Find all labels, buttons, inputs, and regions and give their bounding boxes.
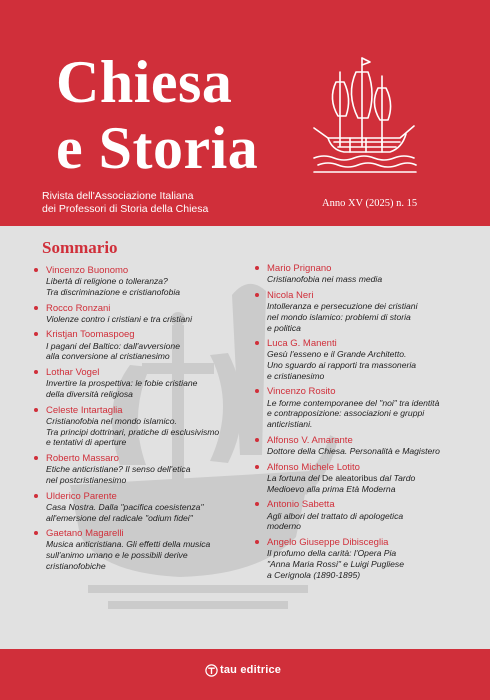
entry-title-line: e tentativi di aperture bbox=[46, 437, 127, 448]
list-item[interactable] bbox=[34, 303, 244, 325]
entry-author: Alfonso Michele Lotito bbox=[267, 461, 360, 473]
entry-title-line: I pagani del Baltico: dall'avversione bbox=[46, 340, 180, 351]
bullet bbox=[255, 389, 259, 393]
entry-title-line: Agli albori del trattato di apologetica bbox=[267, 510, 404, 521]
list-item[interactable] bbox=[255, 263, 470, 285]
entry-title-line: Musica anticristiana. Gli effetti della musica bbox=[46, 539, 211, 550]
entry-title-line: Libertà di religione o tolleranza? bbox=[46, 276, 168, 287]
subtitle-line1: Rivista dell'Associazione Italiana bbox=[42, 190, 194, 202]
contents-left-column bbox=[34, 265, 244, 576]
list-item[interactable] bbox=[34, 528, 244, 571]
issue-number: Anno XV (2025) n. 15 bbox=[322, 198, 418, 209]
entry-title-line: all'emersione del radicale "odium fidei" bbox=[46, 512, 193, 523]
entry-title-line: Cristianofobia nei mass media bbox=[267, 274, 383, 285]
entry-author: Lothar Vogel bbox=[46, 367, 100, 379]
list-item[interactable] bbox=[34, 453, 244, 486]
bullet bbox=[34, 531, 38, 535]
bullet bbox=[255, 502, 259, 506]
entry-author: Gaetano Magarelli bbox=[46, 528, 124, 540]
title-segment: dal Tardo bbox=[377, 472, 416, 483]
entry-author: Celeste Intartaglia bbox=[46, 404, 123, 416]
entry-title-line: Tra discriminazione e cristianofobia bbox=[46, 287, 181, 297]
list-item[interactable] bbox=[255, 338, 470, 381]
publisher-name: tau editrice bbox=[220, 664, 282, 676]
list-item[interactable] bbox=[255, 499, 470, 532]
entry-title-line: cristianofobiche bbox=[46, 560, 106, 571]
entry-title-line: Cristianofobia nel mondo islamico. bbox=[46, 415, 177, 426]
list-item[interactable] bbox=[34, 329, 244, 362]
entry-title-line: Uno sguardo ai rapporti tra massoneria bbox=[267, 360, 417, 371]
entry-title-line: Intolleranza e persecuzione dei cristiani bbox=[267, 301, 418, 312]
entry-title-line: Dottore della Chiesa. Personalità e Magistero bbox=[267, 446, 440, 457]
entry-author: Mario Prignano bbox=[267, 263, 332, 274]
bullet bbox=[255, 266, 259, 270]
entry-title-line: a Cerignola (1890-1895) bbox=[267, 569, 361, 580]
entry-title-line: e cristianesimo bbox=[267, 370, 325, 381]
entry-title-line: Le forme contemporanee del "noi" tra identità bbox=[267, 397, 440, 408]
entry-title-line: nel mondo islamico: problemi di storia bbox=[267, 311, 411, 322]
list-item[interactable] bbox=[34, 265, 244, 298]
entry-author: Vincenzo Buonomo bbox=[46, 265, 129, 276]
bullet bbox=[34, 456, 38, 460]
entry-author: Rocco Ronzani bbox=[46, 302, 111, 314]
bullet bbox=[34, 494, 38, 498]
entry-title-line: della diversità religiosa bbox=[46, 389, 133, 400]
bullet bbox=[255, 438, 259, 442]
entry-title-line: Casa Nostra. Dalla "pacifica coesistenza" bbox=[46, 501, 204, 512]
entry-author: Kristjan Toomaspoeg bbox=[46, 329, 135, 341]
contents-heading: Sommario bbox=[42, 238, 118, 257]
bullet bbox=[34, 268, 38, 272]
list-item[interactable] bbox=[255, 290, 470, 333]
tau-logo-icon bbox=[205, 664, 218, 677]
list-item[interactable] bbox=[34, 367, 244, 400]
list-item[interactable] bbox=[34, 491, 244, 524]
list-item[interactable] bbox=[255, 386, 470, 429]
cover-header bbox=[0, 0, 490, 226]
bullet bbox=[255, 465, 259, 469]
sailing-ship-emblem-icon bbox=[310, 54, 420, 176]
bullet bbox=[34, 332, 38, 336]
bullet bbox=[255, 293, 259, 297]
contents-right-column bbox=[255, 263, 470, 585]
list-item[interactable] bbox=[255, 537, 470, 580]
entry-author: Angelo Giuseppe Dibisceglia bbox=[267, 536, 389, 548]
entry-author: Luca G. Manenti bbox=[267, 338, 337, 350]
journal-title-line1: Chiesa bbox=[56, 49, 233, 115]
bullet bbox=[34, 306, 38, 310]
entry-title-line: Violenze contro i cristiani e tra cristiani bbox=[46, 313, 192, 324]
entry-title-line: sull'animo umano e le possibili derive bbox=[46, 550, 188, 561]
entry-title-line: nel postcristianesimo bbox=[46, 474, 127, 485]
list-item[interactable] bbox=[255, 462, 470, 495]
entry-title-line: Medioevo alla prima Età Moderna bbox=[267, 483, 396, 494]
journal-subtitle bbox=[42, 190, 208, 216]
entry-title-line: Gesù l'esseno e il Grande Architetto. bbox=[267, 349, 407, 360]
journal-title-line2: e Storia bbox=[56, 115, 259, 181]
entry-title-line: alla conversione al cristianesimo bbox=[46, 351, 170, 362]
entry-author: Nicola Neri bbox=[267, 289, 314, 301]
list-item[interactable] bbox=[34, 405, 244, 448]
entry-author: Vincenzo Rosito bbox=[267, 386, 336, 398]
entry-title-line: e contrapposizione: associazioni e gruppi bbox=[267, 408, 425, 419]
entry-author: Alfonso V. Amarante bbox=[267, 434, 353, 446]
entry-author: Roberto Massaro bbox=[46, 452, 119, 464]
entry-title-line: Invertire la prospettiva: le fobie cristiane bbox=[46, 378, 198, 389]
entry-title-line: Tra principi dottrinari, pratiche di esclusivismo bbox=[46, 426, 220, 437]
entry-title-line: anticristiani. bbox=[267, 419, 313, 430]
bullet bbox=[255, 341, 259, 345]
bullet bbox=[34, 370, 38, 374]
entry-author: Ulderico Parente bbox=[46, 490, 117, 502]
entry-title-line: Etiche anticristiane? Il senso dell'etica bbox=[46, 464, 191, 475]
bullet bbox=[34, 408, 38, 412]
work-title-roman: De aleatoribus bbox=[321, 472, 378, 483]
entry-title-line: e politica bbox=[267, 322, 301, 333]
entry-title-line: "Anna Maria Rossi" e Luigi Pugliese bbox=[267, 558, 404, 569]
entry-title-line: moderno bbox=[267, 521, 301, 532]
list-item[interactable] bbox=[255, 435, 470, 457]
entry-author: Antonio Sabetta bbox=[267, 499, 335, 511]
entry-title-line: Il profumo della carità: l'Opera Pia bbox=[267, 548, 397, 559]
entry-title-line bbox=[267, 473, 470, 484]
title-segment: La fortuna del bbox=[267, 472, 322, 483]
bullet bbox=[255, 540, 259, 544]
cover-footer bbox=[0, 649, 490, 700]
subtitle-line2: dei Professori di Storia della Chiesa bbox=[42, 203, 209, 215]
